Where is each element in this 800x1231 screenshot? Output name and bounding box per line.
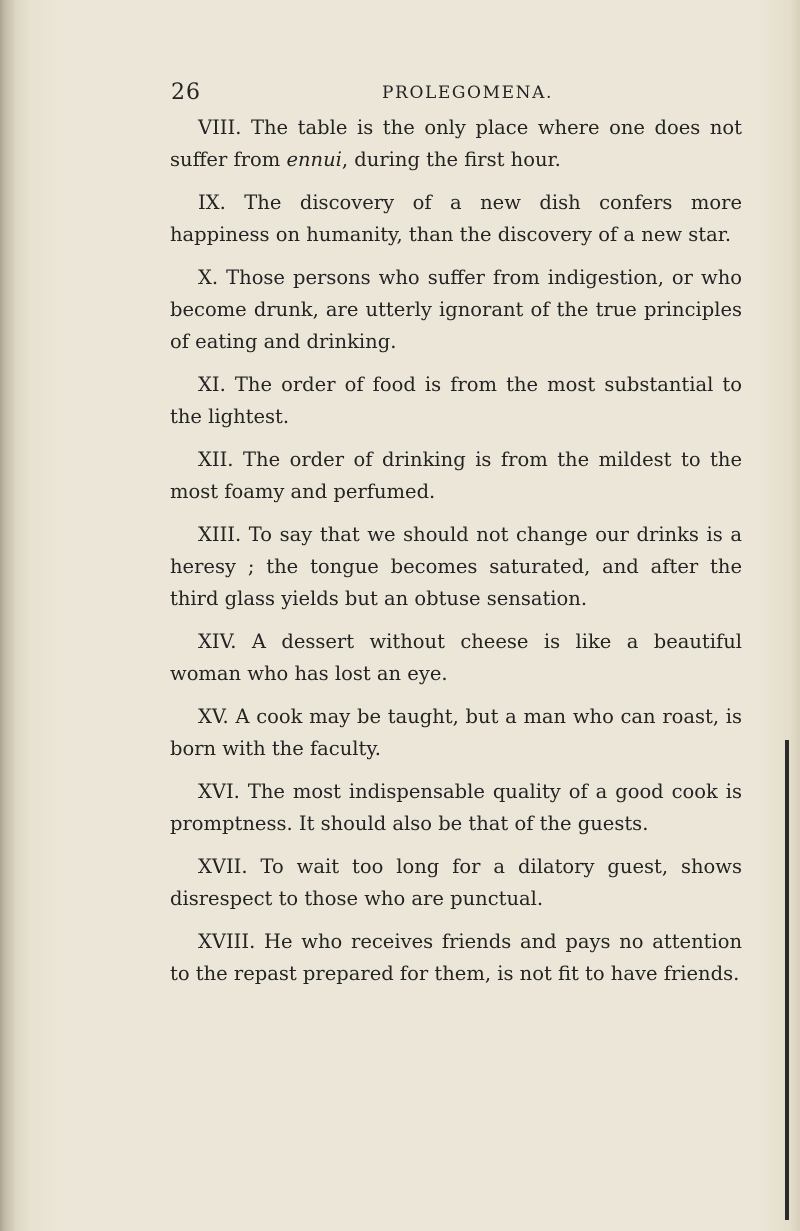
maxim-15 <box>170 701 742 765</box>
maxim-numeral: X. <box>198 266 219 289</box>
maxims-list <box>170 112 742 1001</box>
maxim-text: The order of drinking is from the mildest to the most foamy and perfumed. <box>170 448 742 503</box>
maxim-18 <box>170 926 742 990</box>
maxim-numeral: XI. <box>198 373 226 396</box>
maxim-text: To say that we should not change our drinks is a heresy ; the tongue becomes saturated, and after the third glass yields but an obtuse sensation. <box>170 523 742 610</box>
maxim-9 <box>170 187 742 251</box>
maxim-numeral: XV. <box>198 705 229 728</box>
maxim-12 <box>170 444 742 508</box>
maxim-text: The table is the only place where one does not suffer from <box>170 116 743 171</box>
maxim-numeral: IX. <box>198 191 226 214</box>
maxim-numeral: XIV. <box>198 630 237 653</box>
maxim-text: A dessert without cheese is like a beautiful woman who has lost an eye. <box>170 630 743 685</box>
running-title: PROLEGOMENA. <box>382 83 553 103</box>
maxim-text: He who receives friends and pays no attention to the repast prepared for them, is not fit to have friends. <box>170 930 742 985</box>
page-binding-shadow <box>0 0 14 1231</box>
maxim-numeral: XII. <box>198 448 234 471</box>
maxim-8 <box>170 112 742 176</box>
maxim-text: Those persons who suffer from indigestion, or who become drunk, are utterly ignorant of the true principles of eating and drinking. <box>170 266 743 353</box>
maxim-emphasis: ennui <box>286 148 342 171</box>
maxim-11 <box>170 369 742 433</box>
maxim-text: The order of food is from the most substantial to the lightest. <box>170 373 743 428</box>
maxim-10 <box>170 262 742 358</box>
page-header <box>0 80 800 116</box>
maxim-text: The most indispensable quality of a good cook is promptness. It should also be that of the guests. <box>170 780 743 835</box>
maxim-numeral: XVIII. <box>198 930 256 953</box>
maxim-17 <box>170 851 742 915</box>
page-number: 26 <box>171 80 201 105</box>
maxim-text: To wait too long for a dilatory guest, shows disrespect to those who are punctual. <box>170 855 742 910</box>
maxim-text: A cook may be taught, but a man who can roast, is born with the faculty. <box>170 705 742 760</box>
maxim-text: The discovery of a new dish confers more happiness on humanity, than the discovery of a new star. <box>170 191 742 246</box>
maxim-text-after: , during the first hour. <box>341 148 561 171</box>
maxim-14 <box>170 626 742 690</box>
maxim-numeral: XVII. <box>198 855 248 878</box>
maxim-16 <box>170 776 742 840</box>
maxim-numeral: XIII. <box>198 523 242 546</box>
maxim-numeral: VIII. <box>198 116 242 139</box>
maxim-numeral: XVI. <box>198 780 240 803</box>
page-edge-line <box>785 740 789 1220</box>
maxim-13 <box>170 519 742 615</box>
